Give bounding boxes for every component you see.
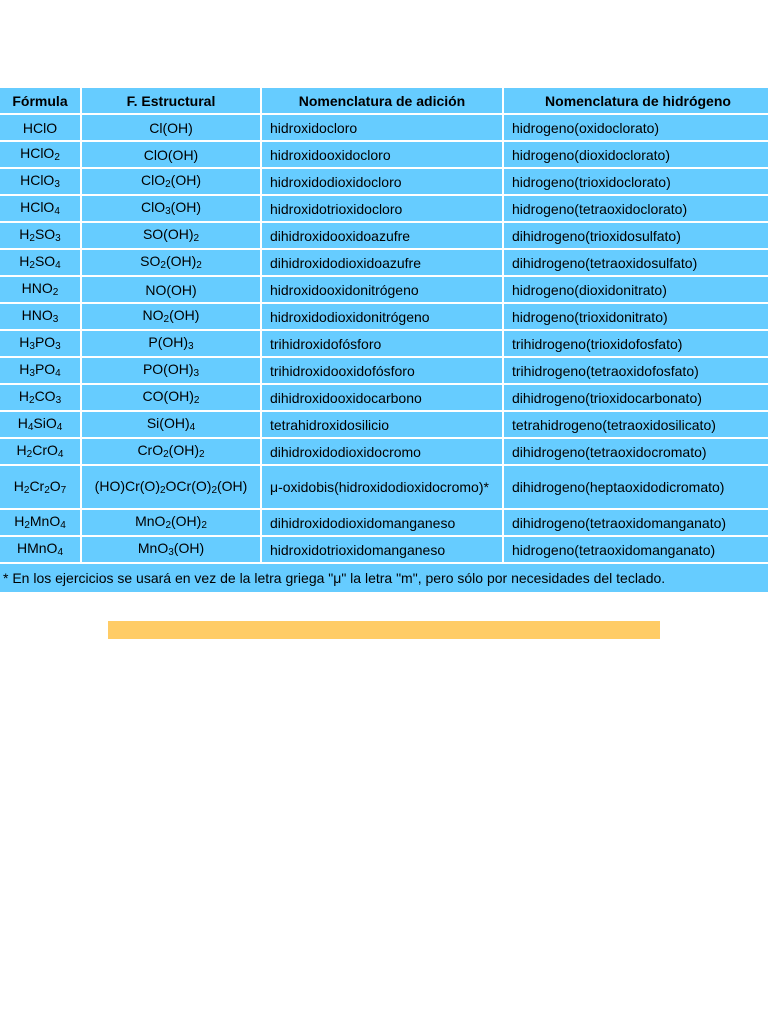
decorative-bar [108,621,660,639]
cell-addition: dihidroxidooxidocarbono [262,385,502,410]
footnote-row [0,564,768,592]
table-row [0,277,768,302]
table-row [0,331,768,356]
cell-hydrogen: dihidrogeno(heptaoxidodicromato) [504,466,768,508]
cell-formula: $H_2CO_3$ [0,385,80,410]
table-row [0,510,768,535]
table-row [0,304,768,329]
cell-formula: $H_2SO_3$ [0,223,80,248]
cell-structural: ClO$_2$(OH) [82,169,260,194]
cell-addition: hidroxidocloro [262,115,502,140]
cell-formula: $H_4SiO_4$ [0,412,80,437]
cell-structural: $CrO_2(OH)_2$ [82,439,260,464]
cell-structural: $NO_2(OH)$ [82,304,260,329]
header-structural: F. Estructural [82,88,260,113]
cell-addition: hidroxidooxidocloro [262,142,502,167]
cell-formula: $H_2MnO_4$ [0,510,80,535]
table-row [0,358,768,383]
cell-structural: $CO(OH)_2$ [82,385,260,410]
cell-formula: HClO$_3$ [0,169,80,194]
cell-formula: HClO [0,115,80,140]
cell-hydrogen: hidrogeno(dioxidoclorato) [504,142,768,167]
table-row [0,537,768,562]
cell-hydrogen: trihidrogeno(tetraoxidofosfato) [504,358,768,383]
cell-formula: $H_3PO_4$ [0,358,80,383]
cell-hydrogen: hidrogeno(oxidoclorato) [504,115,768,140]
header-formula: Fórmula [0,88,80,113]
cell-hydrogen: dihidrogeno(tetraoxidocromato) [504,439,768,464]
cell-addition: hidroxidooxidonitrógeno [262,277,502,302]
nomenclature-table-container [0,86,768,594]
footnote: * En los ejercicios se usará en vez de la letra griega "μ" la letra "m", pero sólo por necesidades del teclado. [0,564,768,592]
cell-addition: trihidroxidooxidofósforo [262,358,502,383]
cell-structural: $(HO)Cr(O)_2OCr(O)_2(OH)$ [82,466,260,508]
cell-hydrogen: dihidrogeno(trioxidosulfato) [504,223,768,248]
cell-structural: $Si(OH)_4$ [82,412,260,437]
cell-addition: hidroxidodioxidonitrógeno [262,304,502,329]
cell-formula: $H_2Cr_2O_7$ [0,466,80,508]
cell-structural: ClO(OH) [82,142,260,167]
cell-addition: hidroxidotrioxidocloro [262,196,502,221]
header-addition: Nomenclatura de adición [262,88,502,113]
header-hydrogen: Nomenclatura de hidrógeno [504,88,768,113]
cell-formula: $H_3PO_3$ [0,331,80,356]
cell-structural: $SO(OH)_2$ [82,223,260,248]
cell-formula: $HNO_3$ [0,304,80,329]
table-row [0,439,768,464]
cell-addition: dihidroxidodioxidoazufre [262,250,502,275]
cell-hydrogen: dihidrogeno(tetraoxidomanganato) [504,510,768,535]
nomenclature-table [0,86,768,594]
cell-hydrogen: hidrogeno(dioxidonitrato) [504,277,768,302]
table-row [0,385,768,410]
cell-hydrogen: hidrogeno(tetraoxidoclorato) [504,196,768,221]
cell-structural: NO(OH) [82,277,260,302]
cell-formula: $HNO_2$ [0,277,80,302]
table-row [0,466,768,508]
cell-structural: $MnO_2(OH)_2$ [82,510,260,535]
header-row [0,88,768,113]
cell-addition: trihidroxidofósforo [262,331,502,356]
cell-addition: hidroxidotrioxidomanganeso [262,537,502,562]
table-row [0,169,768,194]
cell-formula: HClO$_4$ [0,196,80,221]
cell-structural: MnO$_3$(OH) [82,537,260,562]
cell-hydrogen: hidrogeno(tetraoxidomanganato) [504,537,768,562]
table-body [0,115,768,562]
cell-structural: $P(OH)_3$ [82,331,260,356]
table-row [0,115,768,140]
cell-addition: dihidroxidooxidoazufre [262,223,502,248]
table-row [0,196,768,221]
cell-addition: dihidroxidodioxidomanganeso [262,510,502,535]
cell-structural: ClO$_3$(OH) [82,196,260,221]
table-row [0,250,768,275]
table-row [0,223,768,248]
cell-hydrogen: hidrogeno(trioxidoclorato) [504,169,768,194]
cell-hydrogen: dihidrogeno(tetraoxidosulfato) [504,250,768,275]
cell-formula: $H_2CrO_4$ [0,439,80,464]
cell-hydrogen: tetrahidrogeno(tetraoxidosilicato) [504,412,768,437]
cell-addition: hidroxidodioxidocloro [262,169,502,194]
cell-formula: $H_2SO_4$ [0,250,80,275]
cell-addition: μ-oxidobis(hidroxidodioxidocromo)* [262,466,502,508]
cell-structural: $PO(OH)_3$ [82,358,260,383]
cell-addition: dihidroxidodioxidocromo [262,439,502,464]
cell-hydrogen: hidrogeno(trioxidonitrato) [504,304,768,329]
cell-addition: tetrahidroxidosilicio [262,412,502,437]
cell-structural: $SO_2(OH)_2$ [82,250,260,275]
cell-formula: HClO$_2$ [0,142,80,167]
cell-hydrogen: dihidrogeno(trioxidocarbonato) [504,385,768,410]
cell-formula: HMnO$_4$ [0,537,80,562]
cell-structural: Cl(OH) [82,115,260,140]
cell-hydrogen: trihidrogeno(trioxidofosfato) [504,331,768,356]
table-row [0,412,768,437]
table-row [0,142,768,167]
